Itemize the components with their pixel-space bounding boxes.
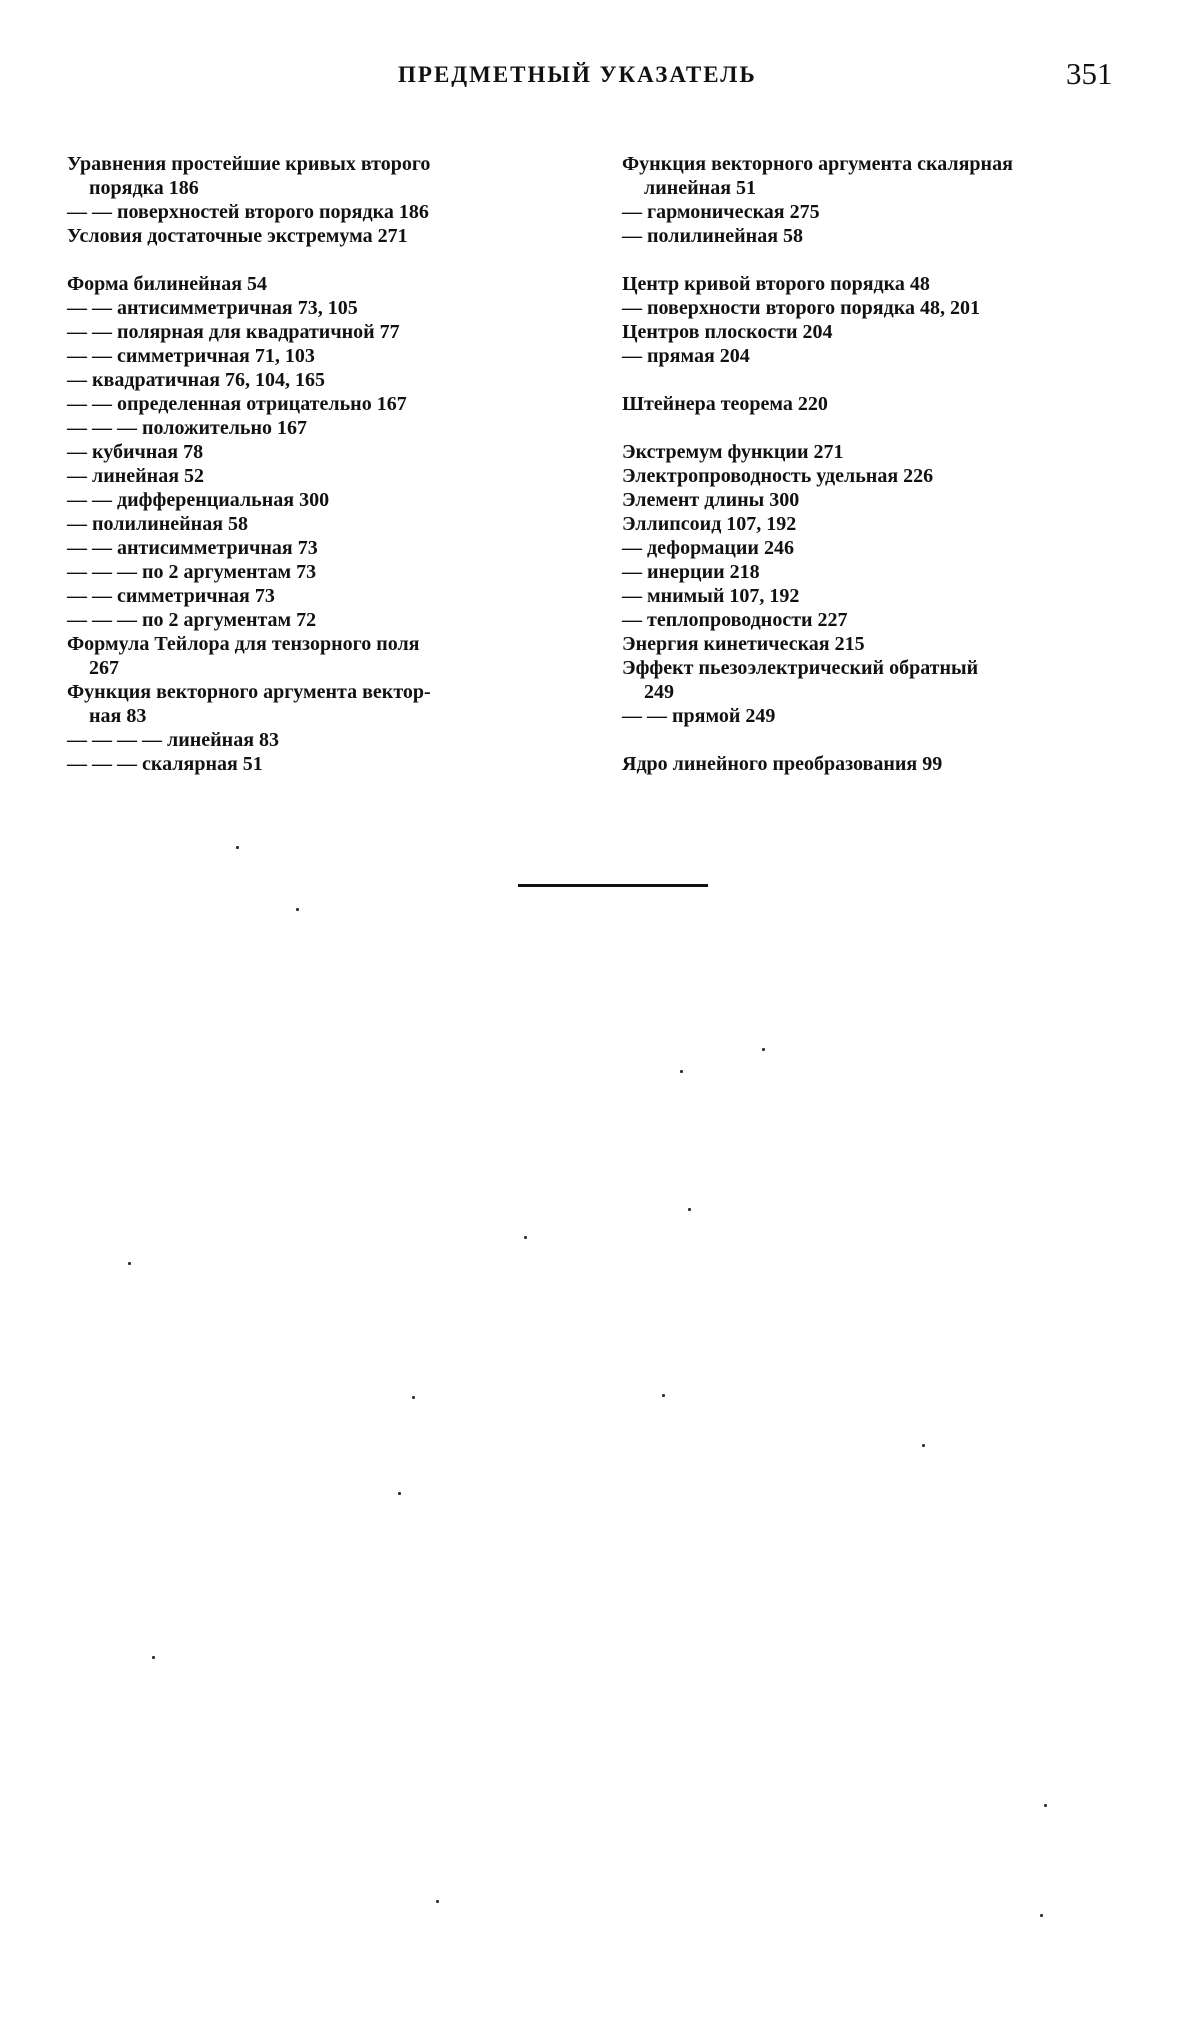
index-entry: 249 — [644, 681, 674, 703]
index-entry: Функция векторного аргумента скалярная — [622, 153, 1013, 175]
index-entry: — — прямой 249 — [622, 705, 776, 727]
section-end-rule — [518, 884, 708, 887]
index-entry: 267 — [89, 657, 119, 679]
page-header-title: ПРЕДМЕТНЫЙ УКАЗАТЕЛЬ — [398, 62, 757, 87]
index-entry: Экстремум функции 271 — [622, 441, 844, 463]
index-entry: Центров плоскости 204 — [622, 321, 833, 343]
scan-speck — [436, 1900, 439, 1903]
scan-speck — [412, 1396, 415, 1399]
index-entry: Эллипсоид 107, 192 — [622, 513, 797, 535]
index-entry: Электропроводность удельная 226 — [622, 465, 934, 487]
index-entry: — прямая 204 — [622, 345, 750, 367]
index-entry: — — — по 2 аргументам 72 — [67, 609, 317, 631]
scan-speck — [524, 1236, 527, 1239]
entry-gap — [622, 728, 1152, 752]
entry-gap — [622, 248, 1152, 272]
entry-gap — [67, 248, 587, 272]
index-entry: ная 83 — [89, 705, 147, 727]
index-entry: Штейнера теорема 220 — [622, 393, 828, 415]
index-entry: — — симметричная 71, 103 — [67, 345, 315, 367]
scan-speck — [236, 846, 239, 849]
index-entry: Условия достаточные экстремума 271 — [67, 225, 408, 247]
index-entry: — — — скалярная 51 — [67, 753, 263, 775]
index-entry: Форма билинейная 54 — [67, 273, 268, 295]
index-entry: — полилинейная 58 — [67, 513, 249, 535]
index-entry: — инерции 218 — [622, 561, 760, 583]
scan-speck — [688, 1208, 691, 1211]
index-entry: — — определенная отрицательно 167 — [67, 393, 407, 415]
index-entry: — гармоническая 275 — [622, 201, 820, 223]
index-entry: Функция векторного аргумента вектор- — [67, 681, 431, 703]
scan-speck — [662, 1394, 665, 1397]
index-entry: — — поверхностей второго порядка 186 — [67, 201, 429, 223]
index-entry: — — — положительно 167 — [67, 417, 308, 439]
index-right-column — [622, 152, 1152, 776]
index-left-column — [67, 152, 587, 776]
index-entry: — полилинейная 58 — [622, 225, 804, 247]
index-entry: — — симметричная 73 — [67, 585, 275, 607]
index-entry: — — полярная для квадратичной 77 — [67, 321, 400, 343]
index-entry: порядка 186 — [89, 177, 199, 199]
scan-speck — [762, 1048, 765, 1051]
scan-speck — [680, 1070, 683, 1073]
scan-speck — [128, 1262, 131, 1265]
index-entry: Центр кривой второго порядка 48 — [622, 273, 930, 295]
index-entry: — линейная 52 — [67, 465, 205, 487]
index-entry: — кубичная 78 — [67, 441, 204, 463]
entry-gap — [622, 416, 1152, 440]
index-entry: — — — — линейная 83 — [67, 729, 280, 751]
entry-gap — [622, 368, 1152, 392]
scan-speck — [922, 1444, 925, 1447]
index-entry: — — дифференциальная 300 — [67, 489, 330, 511]
scan-speck — [152, 1656, 155, 1659]
scan-speck — [1040, 1914, 1043, 1917]
index-entry: — теплопроводности 227 — [622, 609, 848, 631]
index-entry: — поверхности второго порядка 48, 201 — [622, 297, 980, 319]
index-entry: линейная 51 — [644, 177, 757, 199]
index-entry: — — антисимметричная 73 — [67, 537, 318, 559]
index-entry: Уравнения простейшие кривых второго — [67, 153, 431, 175]
index-entry: — квадратичная 76, 104, 165 — [67, 369, 326, 391]
index-entry: Энергия кинетическая 215 — [622, 633, 865, 655]
index-entry: — — антисимметричная 73, 105 — [67, 297, 358, 319]
scan-speck — [1044, 1804, 1047, 1807]
index-entry: — — — по 2 аргументам 73 — [67, 561, 317, 583]
scan-speck — [398, 1492, 401, 1495]
page-number: 351 — [1066, 56, 1113, 91]
index-entry: — мнимый 107, 192 — [622, 585, 800, 607]
scan-speck — [296, 908, 299, 911]
index-entry: Эффект пьезоэлектрический обратный — [622, 657, 979, 679]
index-entry: — деформации 246 — [622, 537, 794, 559]
index-entry: Ядро линейного преобразования 99 — [622, 753, 943, 775]
index-entry: Элемент длины 300 — [622, 489, 800, 511]
index-entry: Формула Тейлора для тензорного поля — [67, 633, 420, 655]
